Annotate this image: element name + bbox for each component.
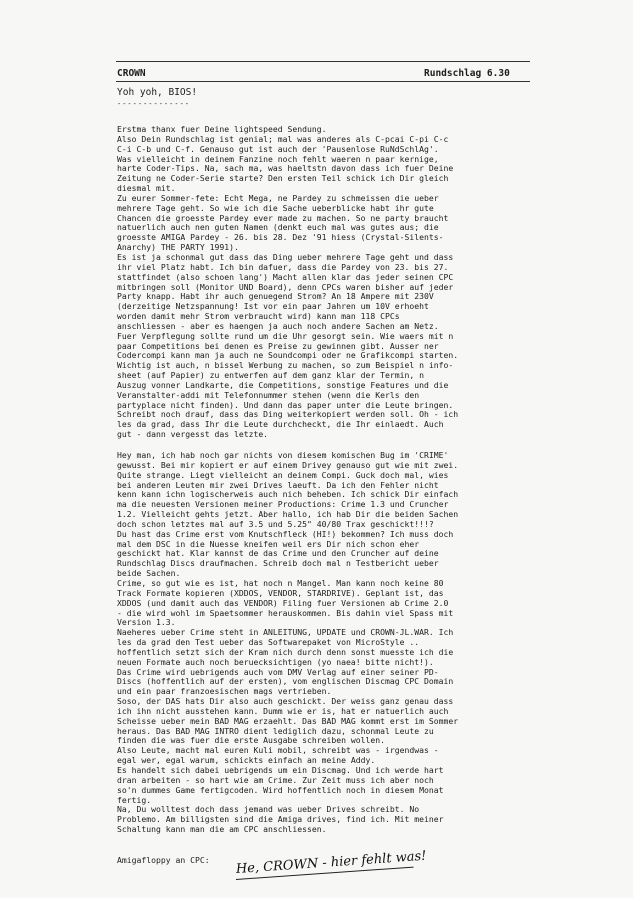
text-line: Party knapp. Habt ihr auch genuegend Strom? An 18 Ampere mit 230V <box>117 292 434 302</box>
text-line: C-i C-b und C-f. Genauso gut ist auch der 'Pausenlose RuNdSchlAg'. <box>117 144 439 154</box>
text-line: Es handelt sich dabei uebrigends um ein Discmag. Und ich werde hart <box>117 766 444 775</box>
text-line: les da grad den Test ueber das Softwarepaket von MicroStyle .. <box>117 638 420 648</box>
header-title: Rundschlag 6.30 <box>424 68 510 79</box>
text-line: beide Sachen. <box>117 569 181 579</box>
text-line: worden damit mehr Strom verbraucht wird) kann man 118 CPCs <box>117 312 400 322</box>
text-line: Erstma thanx fuer Deine lightspeed Sendung. <box>117 125 327 134</box>
text-line: Soso, der DAS hats Dir also auch geschickt. Der weiss ganz genau dass <box>117 697 454 707</box>
greeting-underline: -------------- <box>117 100 191 108</box>
text-line: ich ihn nicht ausstehen kann. Dumm wie er is, hat er natuerlich auch <box>117 706 449 716</box>
text-line: Du hast das Crime erst vom Knutschfleck (HI!) bekommen? Ich muss doch <box>117 529 454 539</box>
text-line: Das Crime wird uebrigends auch vom DMV Verlag auf einer seiner PD- <box>117 667 439 677</box>
text-line: - die wird wohl im Spaetsommer herauskommen. Bis dahin viel Spass mit <box>117 608 454 618</box>
text-line: ihr viel Platz habt. Ich bin dafuer, dass die Pardey von 23. bis 27. <box>117 262 449 272</box>
text-line: Scheisse ueber mein BAD MAG erzaehlt. Das BAD MAG kommt erst im Sommer <box>117 716 459 726</box>
text-line: XDDOS (und damit auch das VENDOR) Filing fuer Versionen ab Crime 2.0 <box>117 598 449 608</box>
text-line: dran arbeiten - so hart wie am Crime. Zur Zeit muss ich aber noch <box>117 775 434 785</box>
text-line: paar Competitions bei denen es Preise zu gewinnen gibt. Ausser ner <box>117 341 439 351</box>
text-line: heraus. Das BAD MAG INTRO dient lediglich dazu, schonmal Leute zu <box>117 726 434 736</box>
text-line: Crime, so gut wie es ist, hat noch n Mangel. Man kann noch keine 80 <box>117 578 444 588</box>
text-line: Schreibt noch drauf, dass das Ding weiterkopiert werden soll. Oh - ich <box>117 410 459 420</box>
text-line: Schaltung kann man die am CPC anschliessen. <box>117 825 327 835</box>
text-line: fertig. <box>117 795 152 805</box>
text-line: kenn kann ichn logischerweis auch nich beheben. Ich schick Dir einfach <box>117 490 459 500</box>
text-line: neuen Formate auch noch beruecksichtigen (yo naea! bitte nicht!). <box>117 657 434 667</box>
text-line: natuerlich auch nen guten Namen (denkt euch mal was gutes aus; die <box>117 223 439 233</box>
text-line: Wichtig ist auch, n bissel Werbung zu machen, so zum Beispiel n info- <box>117 361 454 371</box>
text-line: Zeitung ne Coder-Serie starte? Den ersten Teil schick ich Dir gleich <box>117 174 449 184</box>
text-line: Anarchy) THE PARTY 1991). <box>117 243 239 253</box>
text-line: Quite strange. Liegt vielleicht an deinem Compi. Guck doch mal, wies <box>117 470 449 480</box>
text-line: so'n dummes Game fertigcoden. Wird hoffentlich noch in diesem Monat <box>117 785 444 795</box>
paragraph <box>117 451 535 835</box>
text-line: Was vielleicht in deinem Fanzine noch fehlt waeren n paar kernige, <box>117 154 439 164</box>
text-line: anschliessen - aber es haengen ja auch noch andere Sachen am Netz. <box>117 321 439 331</box>
letter-body <box>117 125 535 846</box>
handwritten-note: He, CROWN - hier fehlt was! <box>235 848 427 877</box>
text-line: gewusst. Bei mir kopiert er auf einem Drivey genauso gut wie mit zwei. <box>117 460 459 470</box>
text-line: egal wer, egal warum, schickts einfach an meine Addy. <box>117 756 376 766</box>
text-line: ma die neuesten Versionen meiner Productions: Crime 1.3 und Cruncher <box>117 500 449 510</box>
text-line: Veranstalter-addi mit Telefonnummer stehen (wenn die Kerls den <box>117 390 420 400</box>
text-line: und ein paar franzoesischen mags vertrieben. <box>117 687 332 697</box>
text-line: Fuer Verpflegung sollte rund um die Uhr gesorgt sein. Wie waers mit n <box>117 331 454 341</box>
text-line: partyplace nicht finden). Und dann das paper unter die Leute bringen. <box>117 400 454 410</box>
text-line: diesmal mit. <box>117 184 176 194</box>
text-line: Na, Du wolltest doch dass jemand was ueber Drives schreibt. No <box>117 805 420 815</box>
header-top-rule <box>116 61 530 62</box>
text-line: Version 1.3. <box>117 618 176 628</box>
text-line: mal dem DSC in die Nuesse kneifen weil ers Dir nich schon eher <box>117 539 420 549</box>
text-line: Es ist ja schonmal gut dass das Ding ueber mehrere Tage geht und dass <box>117 252 454 262</box>
text-line: bei anderen Leuten mir zwei Drives laeuft. Da ich den Fehler nicht <box>117 480 439 490</box>
text-line: finden die was fuer die erste Ausgabe schreiben wollen. <box>117 736 386 746</box>
text-line: Also Leute, macht mal euren Kuli mobil, schreibt was - irgendwas - <box>117 746 439 756</box>
text-line: mitbringen soll (Monitor UND Board), denn CPCs waren bisher auf jeder <box>117 282 454 292</box>
text-line: Zu eurer Sommer-fete: Echt Mega, ne Pardey zu schmeissen die ueber <box>117 193 439 203</box>
text-line: Hey man, ich hab noch gar nichts von diesem komischen Bug im 'CRIME' <box>117 451 449 460</box>
text-line: Discs (hoffentlich auf der ersten), vom englischen Discmag CPC Domain <box>117 677 454 687</box>
text-line: Track Formate kopieren (XDDOS, VENDOR, STARDRIVE). Geplant ist, das <box>117 588 444 598</box>
text-line: stattfindet (also schoen lang') Macht allen klar das jeder seinen CPC <box>117 272 454 282</box>
text-line: hoffentlich setzt sich der Kram nich durch denn sonst muesste ich die <box>117 647 454 657</box>
text-line: Auszug vonner Landkarte, die Competitions, sonstige Features und die <box>117 380 449 390</box>
text-line: 1.2. Vielleicht gehts jetzt. Aber hallo, ich hab Dir die beiden Sachen <box>117 510 459 520</box>
text-line: doch schon letztes mal auf 3.5 und 5.25" 40/80 Trax geschickt!!!? <box>117 519 434 529</box>
text-line: Problemo. Am billigsten sind die Amiga drives, find ich. Mit meiner <box>117 815 444 825</box>
section-label-amigafloppy: Amigafloppy an CPC: <box>117 855 210 865</box>
text-line: Chancen die groesste Pardey ever made zu machen. So ne party braucht <box>117 213 449 223</box>
text-line: Also Dein Rundschlag ist genial; mal was anderes als C-pcai C-pi C-c <box>117 134 449 144</box>
text-line: Codercompi kann man ja auch ne Soundcompi oder ne Grafikcompi starten. <box>117 351 459 361</box>
text-line: les da grad, dass Ihr die Leute durchcheckt, die Ihr einlaedt. Auch <box>117 420 444 430</box>
text-line: Naeheres ueber Crime steht in ANLEITUNG, UPDATE und CROWN-JL.WAR. Ich <box>117 628 454 638</box>
text-line: (derzeitige Netzspannung! Ist vor ein paar Jahren um 10V erhoeht <box>117 302 429 312</box>
text-line: Rundschlag Discs draufmachen. Schreib doch mal n Testbericht ueber <box>117 559 439 569</box>
text-line: sheet (auf Papier) zu entwerfen auf dem ganz klar der Termin, n <box>117 371 424 381</box>
text-line: harte Coder-Tips. Na, sach ma, was haeltstn davon dass ich fuer Deine <box>117 164 454 174</box>
paragraph <box>117 125 535 440</box>
greeting: Yoh yoh, BIOS! <box>117 87 198 98</box>
header-author: CROWN <box>117 68 146 79</box>
text-line: gut - dann vergesst das letzte. <box>117 430 269 440</box>
text-line: geschickt hat. Klar kannst de das Crime und den Cruncher auf deine <box>117 549 439 559</box>
header-bottom-rule <box>116 81 530 82</box>
text-line: groesste AMIGA Pardey - 26. bis 28. Dez '91 hiess (Crystal-Silents- <box>117 233 444 243</box>
text-line: mehrere Tage geht. So wie ich die Sache ueberblicke habt ihr gute <box>117 203 434 213</box>
